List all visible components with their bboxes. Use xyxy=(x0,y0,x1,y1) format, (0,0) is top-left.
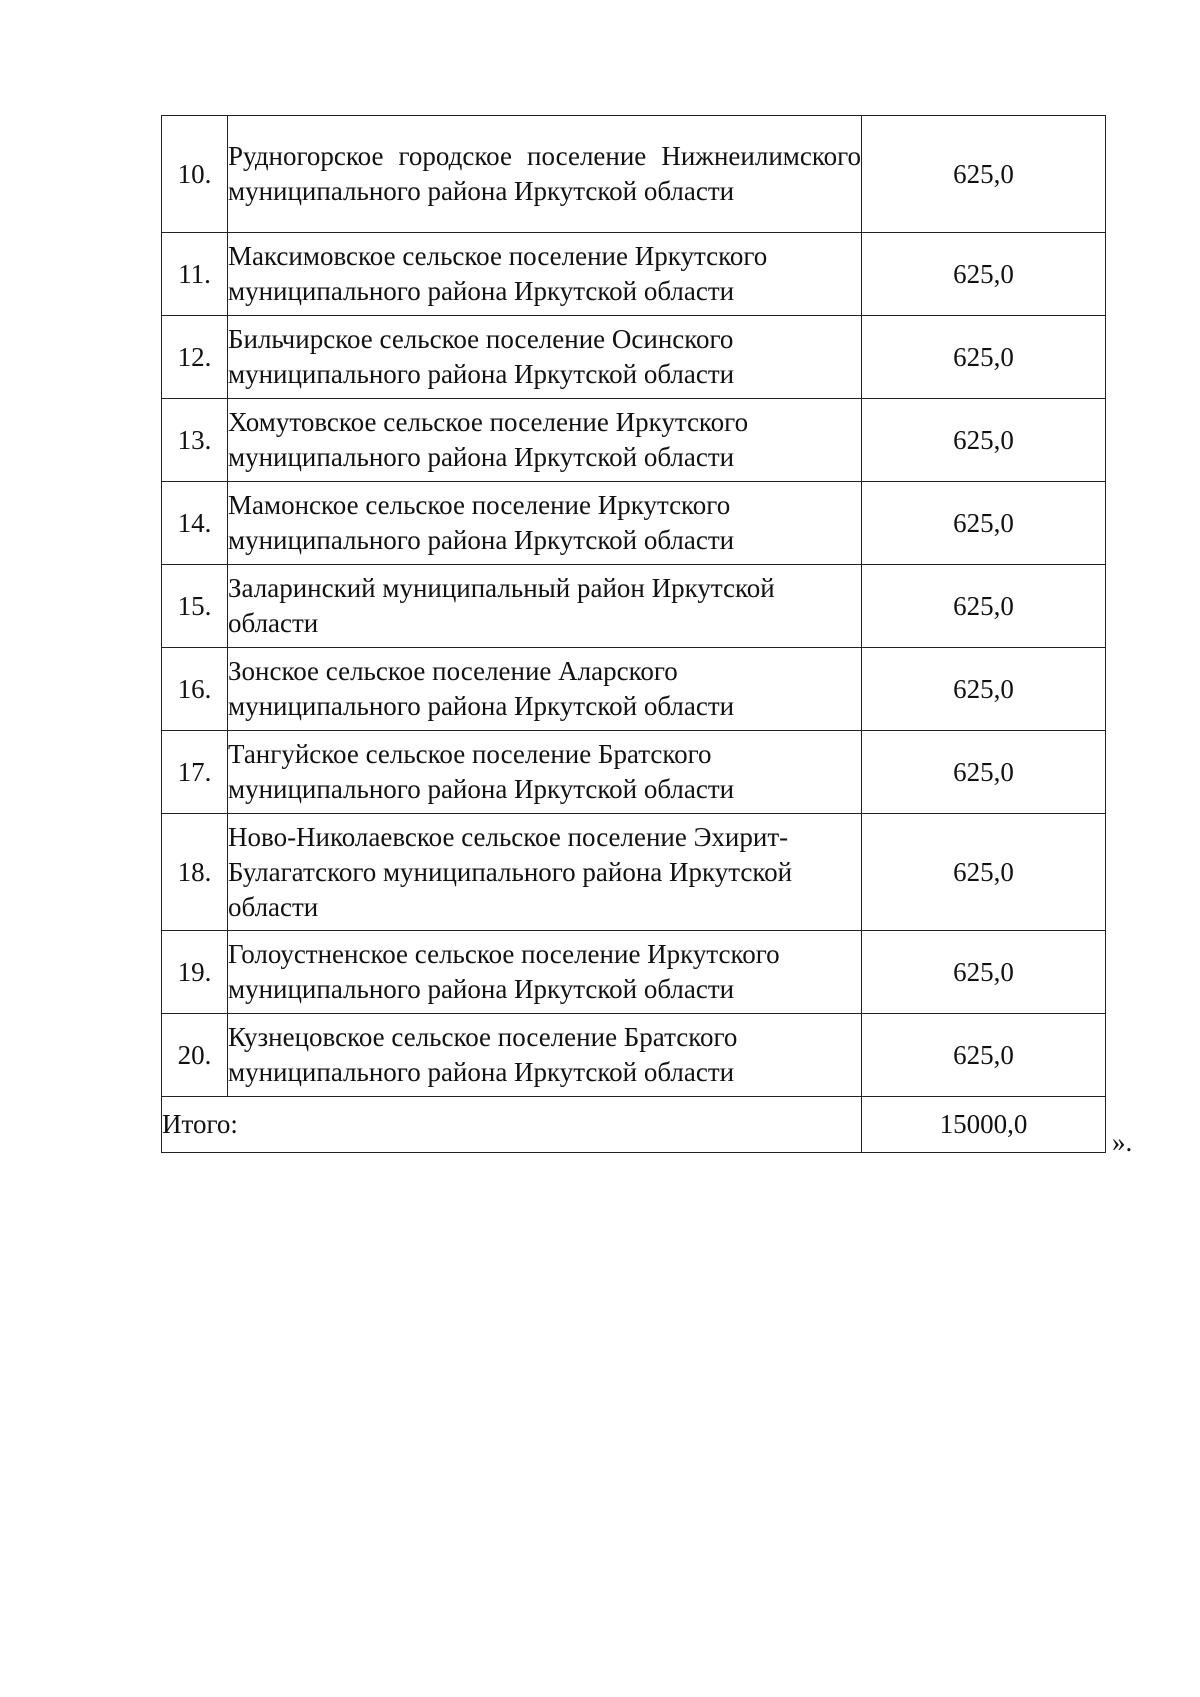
row-number: 18. xyxy=(162,814,228,931)
amount-value: 625,0 xyxy=(862,482,1106,565)
total-label: Итого: xyxy=(162,1097,862,1153)
row-number: 12. xyxy=(162,316,228,399)
closing-quote-mark: ». xyxy=(1112,1127,1133,1157)
settlement-name: Мамонское сельское поселение Иркутского муниципального района Иркутской области xyxy=(228,482,862,565)
row-number: 13. xyxy=(162,399,228,482)
amount-value: 625,0 xyxy=(862,233,1106,316)
settlement-name: Хомутовское сельское поселение Иркутского муниципального района Иркутской области xyxy=(228,399,862,482)
row-number: 16. xyxy=(162,648,228,731)
table-row xyxy=(162,1014,1106,1097)
settlement-name: Максимовское сельское поселение Иркутского муниципального района Иркутской области xyxy=(228,233,862,316)
table-row xyxy=(162,116,1106,233)
row-number: 17. xyxy=(162,731,228,814)
table-row xyxy=(162,565,1106,648)
row-number: 14. xyxy=(162,482,228,565)
total-value: 15000,0 xyxy=(862,1097,1106,1153)
settlement-name: Ново-Николаевское сельское поселение Эхирит-Булагатского муниципального района Иркутской области xyxy=(228,814,862,931)
table-row xyxy=(162,482,1106,565)
table-row xyxy=(162,931,1106,1014)
table-row xyxy=(162,316,1106,399)
amount-value: 625,0 xyxy=(862,399,1106,482)
total-row xyxy=(162,1097,1106,1153)
amount-value: 625,0 xyxy=(862,931,1106,1014)
settlement-name: Рудногорское городское поселение Нижнеилимского муниципального района Иркутской области xyxy=(228,116,862,233)
table-row xyxy=(162,233,1106,316)
settlement-name: Бильчирское сельское поселение Осинского муниципального района Иркутской области xyxy=(228,316,862,399)
amount-value: 625,0 xyxy=(862,814,1106,931)
amount-value: 625,0 xyxy=(862,116,1106,233)
row-number: 20. xyxy=(162,1014,228,1097)
settlement-name: Голоустненское сельское поселение Иркутского муниципального района Иркутской области xyxy=(228,931,862,1014)
row-number: 15. xyxy=(162,565,228,648)
settlement-name: Заларинский муниципальный район Иркутской области xyxy=(228,565,862,648)
row-number: 19. xyxy=(162,931,228,1014)
amount-value: 625,0 xyxy=(862,565,1106,648)
amount-value: 625,0 xyxy=(862,1014,1106,1097)
amount-value: 625,0 xyxy=(862,316,1106,399)
table-row xyxy=(162,814,1106,931)
amount-value: 625,0 xyxy=(862,731,1106,814)
table-row xyxy=(162,648,1106,731)
row-number: 11. xyxy=(162,233,228,316)
table-row xyxy=(162,399,1106,482)
settlement-name: Тангуйское сельское поселение Братского муниципального района Иркутской области xyxy=(228,731,862,814)
settlement-name: Кузнецовское сельское поселение Братского муниципального района Иркутской области xyxy=(228,1014,862,1097)
row-number: 10. xyxy=(162,116,228,233)
table-row xyxy=(162,731,1106,814)
allocation-table xyxy=(161,115,1106,1153)
settlement-name: Зонское сельское поселение Аларского муниципального района Иркутской области xyxy=(228,648,862,731)
amount-value: 625,0 xyxy=(862,648,1106,731)
